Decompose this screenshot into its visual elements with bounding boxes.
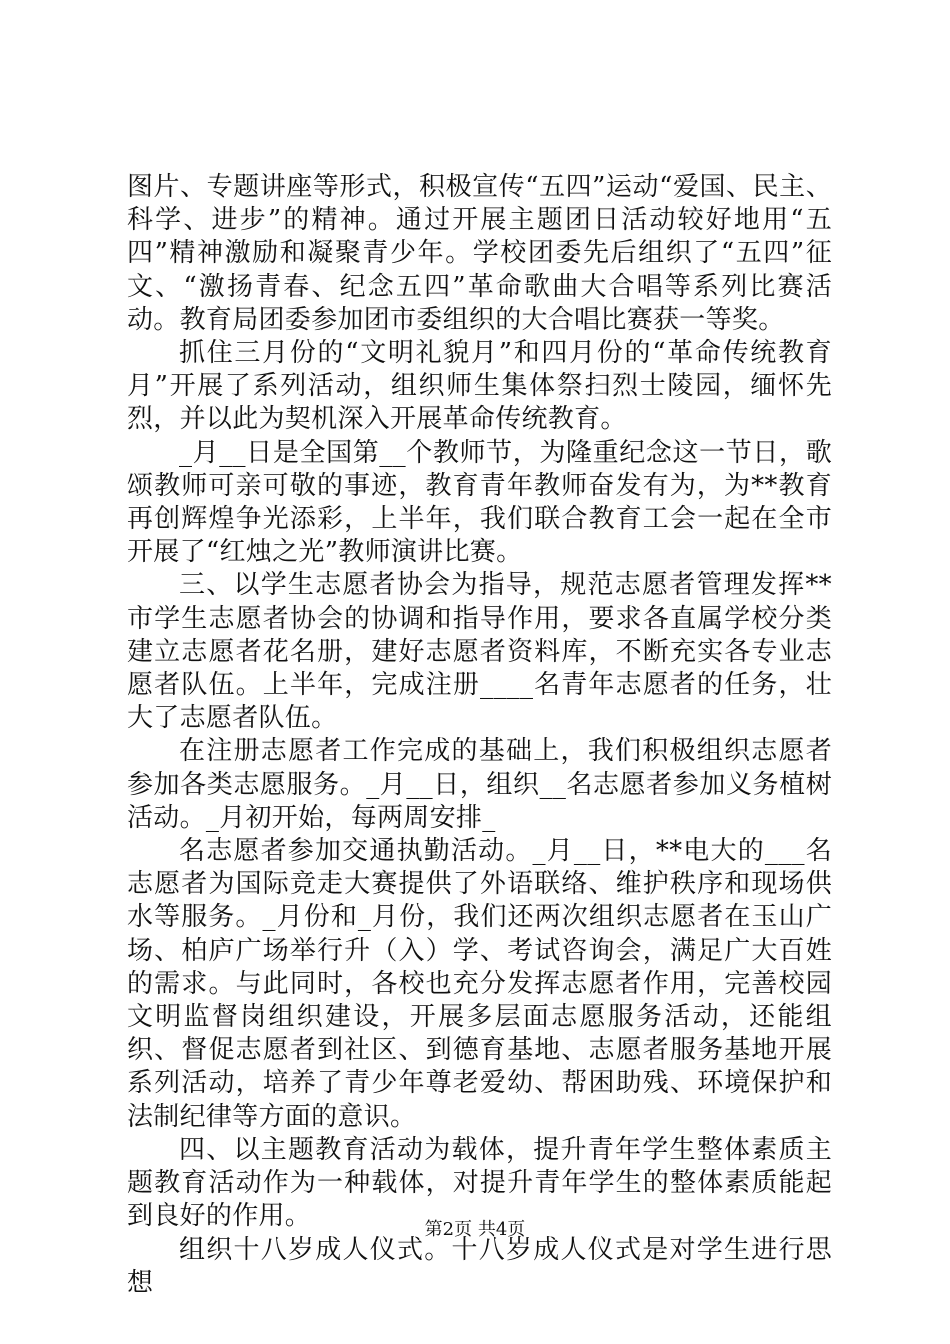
paragraph-7: 四、以主题教育活动为载体，提升青年学生整体素质主题教育活动作为一种载体，对提升青年学生的整体素质能起到良好的作用。 [127, 1134, 832, 1232]
paragraph-5: 在注册志愿者工作完成的基础上，我们积极组织志愿者参加各类志愿服务。_月__日，组织__名志愿者参加义务植树活动。_月初开始，每两周安排_ [127, 736, 832, 833]
paragraph-2: 抓住三月份的“文明礼貌月”和四月份的“革命传统教育月”开展了系列活动，组织师生集体祭扫烈士陵园，缅怀先烈，并以此为契机深入开展革命传统教育。 [127, 338, 832, 435]
document-body [127, 171, 832, 1300]
paragraph-4: 三、以学生志愿者协会为指导，规范志愿者管理发挥**市学生志愿者协会的协调和指导作用，要求各直属学校分类建立志愿者花名册，建好志愿者资料库，不断充实各专业志愿者队伍。上半年，完成注册____名青年志愿者的任务，壮大了志愿者队伍。 [127, 570, 832, 734]
paragraph-3: _月__日是全国第__个教师节，为隆重纪念这一节日，歌颂教师可亲可敬的事迹，教育青年教师奋发有为，为**教育再创辉煌争光添彩，上半年，我们联合教育工会一起在全市开展了“红烛之光”教师演讲比赛。 [127, 437, 832, 568]
paragraph-1: 图片、专题讲座等形式，积极宣传“五四”运动“爱国、民主、科学、进步”的精神。通过开展主题团日活动较好地用“五四”精神激励和凝聚青少年。学校团委先后组织了“五四”征文、“激扬青春、纪念五四”革命歌曲大合唱等系列比赛活动。教育局团委参加团市委组织的大合唱比赛获一等奖。 [127, 172, 832, 335]
paragraph-8: 组织十八岁成人仪式。十八岁成人仪式是对学生进行思想 [127, 1234, 832, 1298]
paragraph-6: 名志愿者参加交通执勤活动。_月__日，**电大的___名志愿者为国际竞走大赛提供了外语联络、维护秩序和现场供水等服务。_月份和_月份，我们还两次组织志愿者在玉山广场、柏庐广场举行升（入）学、考试咨询会，满足广大百姓的需求。与此同时，各校也充分发挥志愿者作用，完善校园文明监督岗组织建设，开展多层面志愿服务活动，还能组织、督促志愿者到社区、到德育基地、志愿者服务基地开展系列活动，培养了青少年尊老爱幼、帮困助残、环境保护和法制纪律等方面的意识。 [127, 836, 832, 1132]
page-footer: 第2页 共4页 [424, 1219, 526, 1240]
